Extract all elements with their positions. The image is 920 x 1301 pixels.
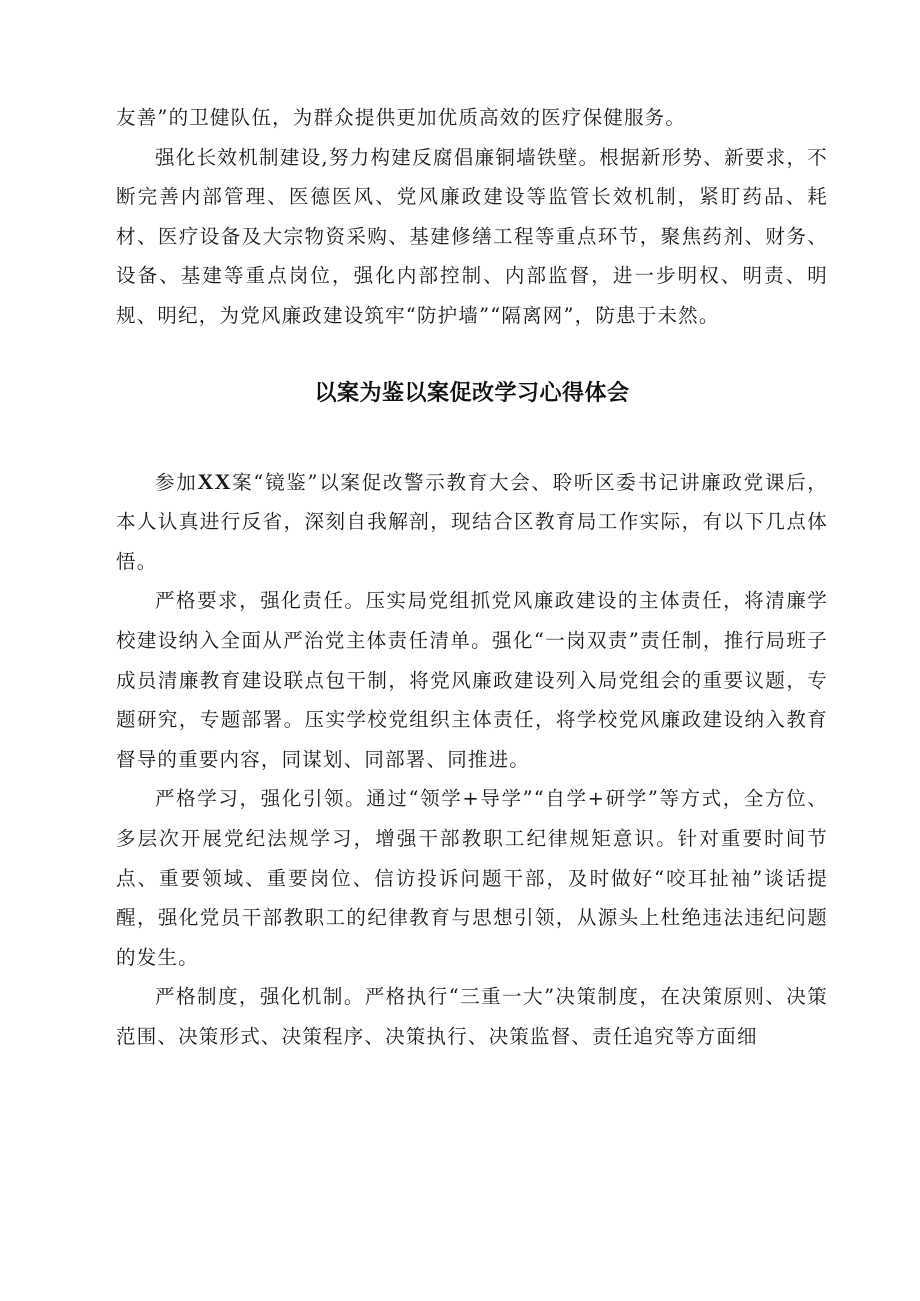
mechanism-paragraph: 强化长效机制建设,努力构建反腐倡廉铜墙铁壁。根据新形势、新要求，不断完善内部管理、医德医风、党风廉政建设等监管长效机制，紧盯药品、耗材、医疗设备及大宗物资采购、基建修缮工程等重点环节，聚焦药剂、财务、设备、基建等重点岗位，强化内部控制、内部监督，进一步明权、明责、明规、明纪，为党风廉政建设筑牢“防护墙”“隔离网”，防患于未然。 (116, 145, 828, 327)
opening-rest: 案“镜鉴”以案促改警示教育大会、聆听区委书记讲廉政党课后，本人认真进行反省，深刻自我解剖，现结合区教育局工作实际，有以下几点体悟。 (116, 470, 828, 573)
intro-fragment-paragraph: 友善”的卫健队伍，为群众提供更加优质高效的医疗保健服务。 (116, 106, 687, 129)
opening-paragraph (116, 462, 828, 582)
case-placeholder-mark: XX (197, 468, 232, 494)
document-title: 以案为鉴以案促改学习心得体会 (314, 380, 630, 406)
responsibility-paragraph: 严格要求，强化责任。压实局党组抓党风廉政建设的主体责任，将清廉学校建设纳入全面从严治党主体责任清单。强化“一岗双责”责任制，推行局班子成员清廉教育建设联点包干制，将党风廉政建设列入局党组会的重要议题，专题研究，专题部署。压实学校党组织主体责任，将学校党风廉政建设纳入教育督导的重要内容，同谋划、同部署、同推进。 (116, 589, 828, 771)
document-page (116, 98, 828, 1056)
system-paragraph: 严格制度，强化机制。严格执行“三重一大”决策制度，在决策原则、决策范围、决策形式、决策程序、决策执行、决策监督、责任追究等方面细 (116, 985, 828, 1048)
study-paragraph: 严格学习，强化引领。通过“领学+导学”“自学+研学”等方式，全方位、多层次开展党纪法规学习，增强干部教职工纪律规矩意识。针对重要时间节点、重要领域、重要岗位、信访投诉问题干部，及时做好“咬耳扯袖”谈话提醒，强化党员干部教职工的纪律教育与思想引领，从源头上杜绝违法违纪问题的发生。 (116, 787, 828, 969)
opening-prefix: 参加 (155, 470, 198, 494)
